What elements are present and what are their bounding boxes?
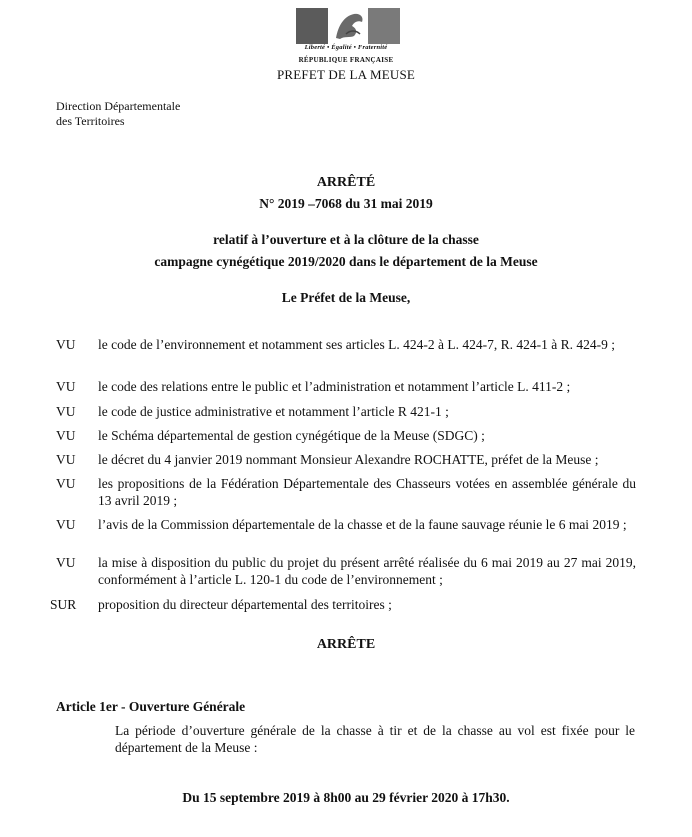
republic-motto: Liberté • Égalité • Fraternité: [304, 44, 388, 51]
decision-heading: ARRÊTE: [316, 637, 376, 652]
prefecture-name: PREFET DE LA MEUSE: [276, 67, 416, 82]
article-body: La période d’ouverture générale de la chasse à tir et de la chasse au vol est fixée pour le département de la Meuse :: [115, 723, 635, 755]
consideration-label: VU: [56, 428, 76, 443]
consideration-text: le code de l’environnement et notamment ses articles L. 424-2 à L. 424-7, R. 424-1 à R. 424-9 ;: [98, 337, 615, 352]
prefect-heading: Le Préfet de la Meuse,: [281, 290, 411, 305]
issuing-service-line1: Direction Départementale: [56, 99, 181, 113]
consideration-text: le code de justice administrative et notamment l’article R 421-1 ;: [98, 404, 449, 419]
consideration-text: la mise à disposition du public du projet du présent arrêté réalisée du 6 mai 2019 au 27 mai 2019, conformément à l’article L. 120-1 du code de l’environnement ;: [98, 555, 636, 587]
consideration-label: VU: [56, 404, 76, 419]
hunting-period: Du 15 septembre 2019 à 8h00 au 29 février 2020 à 17h30.: [182, 790, 510, 805]
republic-name: RÉPUBLIQUE FRANÇAISE: [298, 56, 394, 64]
article-title: Article 1er - Ouverture Générale: [56, 699, 246, 714]
consideration-label: VU: [56, 337, 76, 352]
consideration-text: le Schéma départemental de gestion cynégétique de la Meuse (SDGC) ;: [98, 428, 485, 443]
document-title: ARRÊTÉ: [316, 175, 376, 190]
decree-subject-line2: campagne cynégétique 2019/2020 dans le département de la Meuse: [154, 254, 538, 269]
consideration-text: l’avis de la Commission départementale de la chasse et de la faune sauvage réunie le 6 mai 2019 ;: [98, 517, 627, 532]
consideration-label: SUR: [50, 597, 77, 612]
consideration-label: VU: [56, 476, 76, 491]
consideration-label: VU: [56, 517, 76, 532]
consideration-text: les propositions de la Fédération Départementale des Chasseurs votées en assemblée générale du 13 avril 2019 ;: [98, 476, 636, 508]
consideration-text: le code des relations entre le public et l’administration et notamment l’article L. 411-2 ;: [98, 379, 571, 394]
issuing-service-line2: des Territoires: [56, 114, 125, 128]
consideration-label: VU: [56, 452, 76, 467]
consideration-text: proposition du directeur départemental des territoires ;: [98, 597, 392, 612]
issuing-service: [56, 99, 276, 129]
decree-number: N° 2019 –7068 du 31 mai 2019: [259, 196, 433, 211]
decree-subject-line1: relatif à l’ouverture et à la clôture de la chasse: [213, 232, 479, 247]
consideration-label: VU: [56, 555, 76, 570]
consideration-text: le décret du 4 janvier 2019 nommant Monsieur Alexandre ROCHATTE, préfet de la Meuse ;: [98, 452, 599, 467]
consideration-label: VU: [56, 379, 76, 394]
